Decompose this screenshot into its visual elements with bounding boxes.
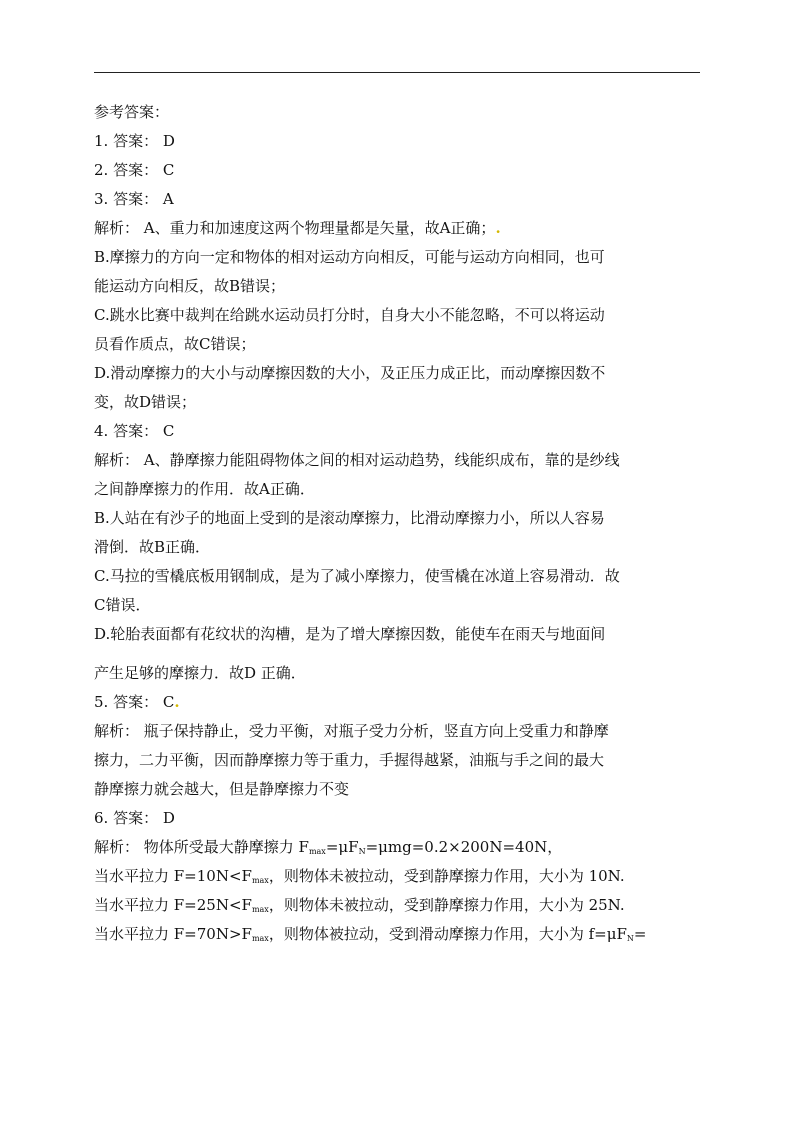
analysis-4-line-2: 之间静摩擦力的作用．故A正确． [94, 480, 315, 498]
analysis-3-line-3: 能运动方向相反，故B错误； [94, 277, 286, 295]
answer-4: 4. 答案： C [94, 422, 175, 440]
subscript: max [251, 905, 269, 914]
subscript: N [358, 847, 366, 856]
subscript: N [626, 934, 634, 943]
analysis-4-line-8: 产生足够的摩擦力．故D 正确． [94, 664, 306, 682]
analysis-5-line-2: 擦力，二力平衡，因而静摩擦力等于重力，手握得越紧，油瓶与手之间的最大 [94, 751, 605, 769]
answer-3: 3. 答案： A [94, 190, 174, 208]
analysis-5-line-1: 解析： 瓶子保持静止，受力平衡，对瓶子受力分析，竖直方向上受重力和静摩 [94, 722, 609, 740]
analysis-3-line-5: 员看作质点，故C错误； [94, 335, 256, 353]
analysis-3-line-4: C.跳水比赛中裁判在给跳水运动员打分时，自身大小不能忽略，不可以将运动 [94, 306, 605, 324]
answer-section [94, 98, 706, 949]
answer-5: 5. 答案： C. [94, 693, 180, 711]
analysis-3-line-1: 解析： A、重力和加速度这两个物理量都是矢量，故A正确；. [94, 219, 501, 237]
analysis-6-line-3: 当水平拉力 $F=25N<F_{max}$，则物体未被拉动，受到静摩擦力作用，大小为 25N. [94, 896, 625, 914]
analysis-5-line-3: 静摩擦力就会越大，但是静摩擦力不变 [94, 780, 350, 798]
analysis-4-line-3: B.人站在有沙子的地面上受到的是滚动摩擦力，比滑动摩擦力小，所以人容易 [94, 509, 605, 527]
header-rule [94, 72, 700, 73]
analysis-4-line-6: C错误． [94, 596, 151, 614]
answer-6: 6. 答案： D [94, 809, 175, 827]
analysis-4-line-1: 解析： A、静摩擦力能阻碍物体之间的相对运动趋势，线能织成布，靠的是纱线 [94, 451, 620, 469]
section-heading: 参考答案： [94, 103, 170, 121]
analysis-3-line-2: B.摩擦力的方向一定和物体的相对运动方向相反，可能与运动方向相同，也可 [94, 248, 605, 266]
subscript: max [251, 876, 269, 885]
analysis-3-line-6: D.滑动摩擦力的大小与动摩擦因数的大小，及正压力成正比，而动摩擦因数不 [94, 364, 606, 382]
analysis-6-line-4: 当水平拉力 $F=70N>F_{max}$，则物体被拉动，受到滑动摩擦力作用，大小为 $f=\mu F_N=$ [94, 925, 647, 943]
analysis-6-line-2: 当水平拉力 $F=10N<F_{max}$，则物体未被拉动，受到静摩擦力作用，大小为 10N. [94, 867, 625, 885]
stray-mark: . [495, 219, 501, 237]
analysis-4-line-5: C.马拉的雪橇底板用钢制成，是为了减小摩擦力，使雪橇在冰道上容易滑动．故 [94, 567, 620, 585]
analysis-4-line-7: D.轮胎表面都有花纹状的沟槽，是为了增大摩擦因数，能使车在雨天与地面间 [94, 625, 606, 643]
answer-1: 1. 答案： D [94, 132, 175, 150]
analysis-3-line-7: 变，故D错误； [94, 393, 197, 411]
analysis-4-line-4: 滑倒．故B正确． [94, 538, 211, 556]
analysis-6-line-1: 解析： 物体所受最大静摩擦力 $F_{max}=\mu F_N=\mu mg=0.2\times 200N=40N$， [94, 838, 563, 856]
answer-2: 2. 答案： C [94, 161, 175, 179]
subscript: max [251, 934, 269, 943]
stray-mark: . [174, 693, 180, 711]
subscript: max [308, 847, 326, 856]
